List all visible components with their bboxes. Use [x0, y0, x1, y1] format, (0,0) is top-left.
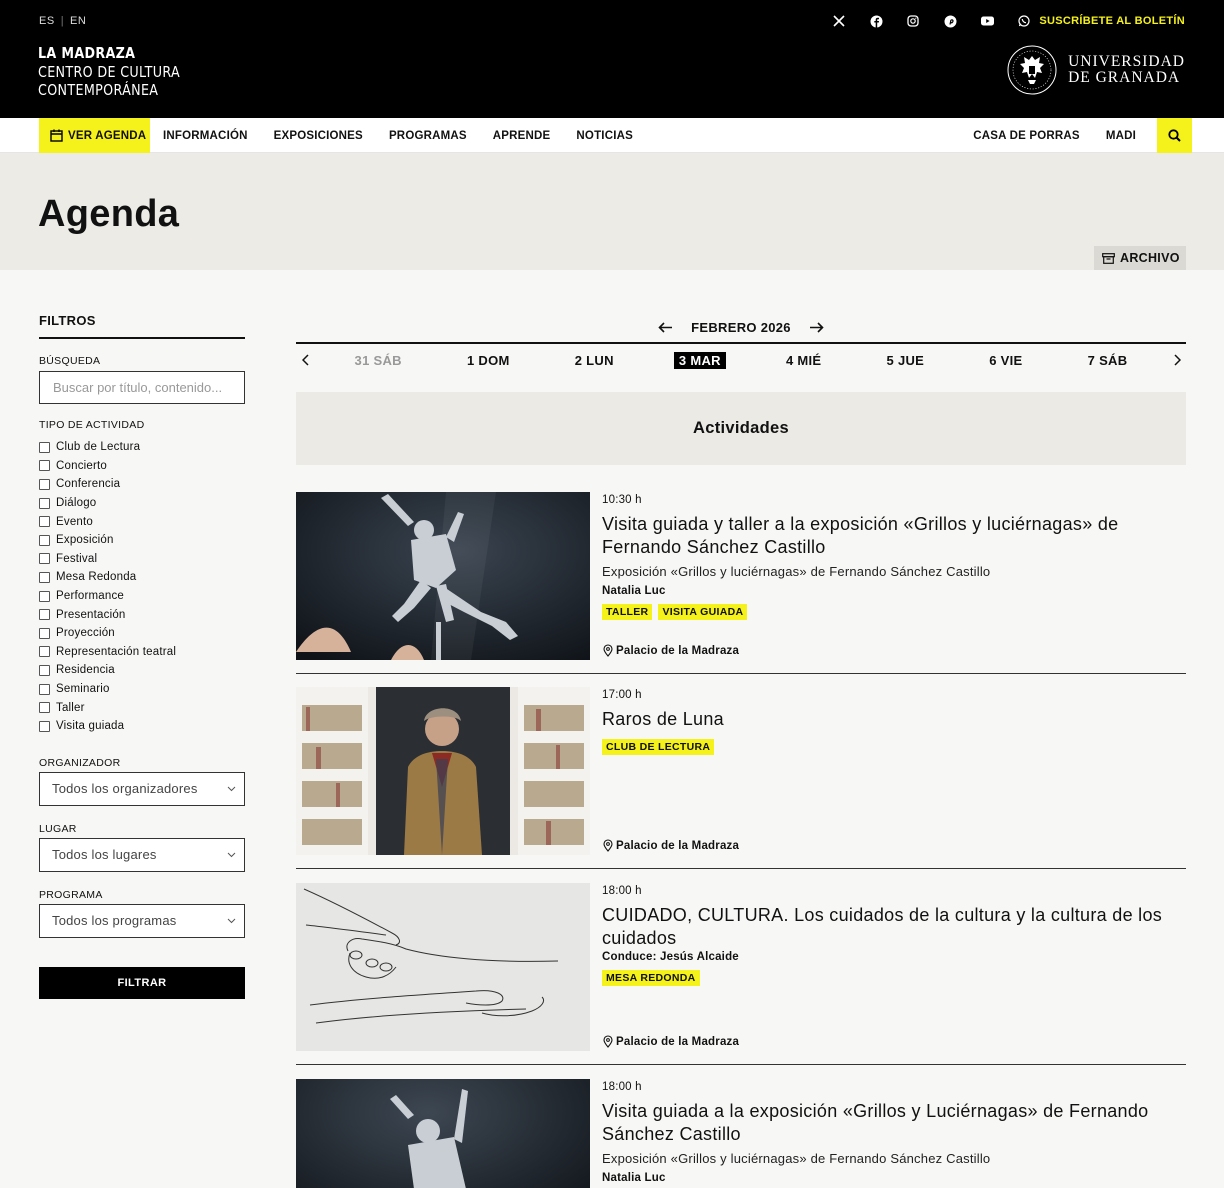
event-place-label: Palacio de la Madraza [616, 1035, 740, 1048]
event-place-label: Palacio de la Madraza [616, 644, 740, 657]
filters-title: FILTROS [39, 313, 245, 339]
current-month: FEBRERO 2026 [691, 319, 791, 335]
event-organizer: Natalia Luc [602, 1172, 666, 1184]
program-select[interactable] [39, 904, 245, 938]
lang-separator: | [60, 15, 65, 27]
day-tab[interactable]: 7 SÁB [1087, 352, 1128, 368]
checkbox[interactable] [39, 721, 50, 732]
nav-item-aprende[interactable]: APRENDE [492, 129, 551, 142]
activity-type-label: Residencia [56, 664, 115, 677]
event-title[interactable]: Visita guiada a la exposición «Grillos y Luciérnagas» de Fernando Sánchez Castillo [602, 1101, 1149, 1144]
activity-type-option[interactable] [39, 438, 245, 457]
activity-type-label: TIPO DE ACTIVIDAD [39, 419, 145, 431]
place-select-value: Todos los lugares [52, 847, 157, 862]
event-organizer: Conduce: Jesús Alcaide [602, 951, 739, 963]
university-line-2: DE GRANADA [1068, 69, 1181, 86]
event-card[interactable] [296, 687, 1186, 869]
site-header [0, 0, 1224, 118]
event-tag[interactable]: CLUB DE LECTURA [602, 739, 714, 755]
organizer-select-value: Todos los organizadores [52, 781, 198, 796]
activity-type-label: Taller [56, 701, 85, 714]
chevron-down-icon [227, 786, 236, 792]
activity-type-label: Evento [56, 515, 94, 528]
event-place [602, 644, 739, 657]
event-time: 10:30 h [602, 494, 642, 506]
checkbox[interactable] [39, 702, 50, 713]
activity-type-option[interactable] [39, 550, 245, 569]
language-switcher [39, 15, 86, 27]
activity-type-option[interactable] [39, 587, 245, 606]
event-subtitle: Exposición «Grillos y luciérnagas» de Fernando Sánchez Castillo [602, 1151, 991, 1166]
nav-item-noticias[interactable]: NOTICIAS [576, 129, 633, 142]
checkbox[interactable] [39, 535, 50, 546]
checkbox[interactable] [39, 609, 50, 620]
activity-type-option[interactable] [39, 680, 245, 699]
social-links [830, 12, 1033, 30]
activity-type-label: Exposición [56, 534, 114, 547]
checkbox[interactable] [39, 460, 50, 471]
location-pin-icon [602, 644, 614, 657]
newsletter-link[interactable]: SUSCRÍBETE AL BOLETÍN [1039, 15, 1185, 27]
event-place-label: Palacio de la Madraza [616, 839, 740, 852]
place-select[interactable] [39, 838, 245, 872]
checkbox[interactable] [39, 684, 50, 695]
archive-button[interactable] [1094, 246, 1186, 270]
event-card[interactable] [296, 492, 1186, 674]
event-image[interactable] [296, 687, 590, 855]
nav-item-casa-de-porras[interactable]: CASA DE PORRAS [973, 129, 1080, 142]
day-tab[interactable]: 4 MIÉ [785, 352, 822, 368]
activities-heading: Actividades [296, 392, 1186, 465]
page-header [0, 153, 1224, 270]
event-image[interactable] [296, 883, 590, 1051]
event-tag[interactable]: TALLER [602, 604, 652, 620]
event-tag[interactable]: VISITA GUIADA [658, 604, 747, 620]
month-navigator [296, 318, 1186, 336]
day-strip [296, 342, 1186, 376]
activity-type-option[interactable] [39, 568, 245, 587]
activity-type-list [39, 438, 245, 736]
lang-en[interactable]: EN [70, 15, 87, 27]
day-tab[interactable]: 1 DOM [466, 352, 510, 368]
activity-type-label: Conferencia [56, 478, 121, 491]
event-title[interactable]: Raros de Luna [602, 709, 724, 729]
university-line-1: UNIVERSIDAD [1068, 53, 1185, 70]
checkbox[interactable] [39, 553, 50, 564]
page-title: Agenda [38, 193, 180, 235]
event-image[interactable] [296, 492, 590, 660]
event-time: 18:00 h [602, 1081, 642, 1093]
chevron-left-icon [302, 354, 309, 366]
checkbox[interactable] [39, 572, 50, 583]
chevron-down-icon [227, 852, 236, 858]
event-organizer: Natalia Luc [602, 585, 666, 597]
activity-type-option[interactable] [39, 624, 245, 643]
program-label: PROGRAMA [39, 888, 103, 901]
event-card[interactable] [296, 883, 1186, 1065]
next-days-button[interactable] [1168, 354, 1186, 366]
arrow-right-icon[interactable] [809, 322, 824, 333]
activity-type-label: Seminario [56, 683, 110, 696]
filter-button[interactable]: FILTRAR [39, 967, 245, 999]
place-label: LUGAR [39, 822, 77, 835]
nav-item-programas[interactable]: PROGRAMAS [388, 129, 467, 142]
calendar-icon [50, 129, 63, 142]
activity-type-option[interactable] [39, 475, 245, 494]
checkbox[interactable] [39, 498, 50, 509]
nav-item-exposiciones[interactable]: EXPOSICIONES [273, 129, 363, 142]
day-tab[interactable]: 3 MAR [674, 352, 726, 369]
pinterest-icon[interactable] [941, 12, 959, 30]
activity-type-label: Visita guiada [56, 720, 125, 733]
day-tab[interactable]: 2 LUN [574, 352, 614, 368]
main-nav [0, 118, 1224, 153]
university-logo[interactable] [1006, 44, 1185, 96]
organizer-label: ORGANIZADOR [39, 756, 121, 769]
site-logo[interactable] [38, 44, 180, 100]
event-place [602, 1035, 739, 1048]
instagram-icon[interactable] [904, 12, 922, 30]
location-pin-icon [602, 1035, 614, 1048]
activity-type-label: Performance [56, 590, 125, 603]
lang-es[interactable]: ES [39, 15, 55, 27]
brand-line-3: CONTEMPORÁNEA [38, 81, 159, 99]
activity-type-option[interactable] [39, 717, 245, 736]
activity-type-option[interactable] [39, 457, 245, 476]
activity-type-option[interactable] [39, 605, 245, 624]
event-place [602, 839, 739, 852]
activity-type-label: Concierto [56, 459, 108, 472]
activity-type-label: Representación teatral [56, 645, 177, 658]
activity-type-label: Mesa Redonda [56, 571, 137, 584]
event-tag[interactable]: MESA REDONDA [602, 970, 700, 986]
checkbox[interactable] [39, 646, 50, 657]
checkbox[interactable] [39, 479, 50, 490]
activity-type-option[interactable] [39, 698, 245, 717]
event-time: 17:00 h [602, 689, 642, 701]
brand-line-1: LA MADRAZA [38, 44, 136, 62]
nav-item-madi[interactable]: MADI [1105, 129, 1136, 142]
activity-type-option[interactable] [39, 661, 245, 680]
checkbox[interactable] [39, 442, 50, 453]
day-tab[interactable]: 6 VIE [989, 352, 1023, 368]
filters-panel [39, 313, 245, 999]
activity-type-label: Festival [56, 552, 98, 565]
youtube-icon[interactable] [978, 12, 996, 30]
prev-days-button[interactable] [296, 354, 314, 366]
nav-agenda-button[interactable] [39, 118, 150, 153]
activity-type-option[interactable] [39, 512, 245, 531]
activity-type-option[interactable] [39, 494, 245, 513]
archive-icon [1102, 253, 1115, 264]
event-subtitle: Exposición «Grillos y luciérnagas» de Fernando Sánchez Castillo [602, 564, 991, 579]
university-seal-icon [1006, 44, 1058, 96]
facebook-icon[interactable] [867, 12, 885, 30]
checkbox[interactable] [39, 516, 50, 527]
chevron-down-icon [227, 918, 236, 924]
activity-type-option[interactable] [39, 643, 245, 662]
activity-type-option[interactable] [39, 531, 245, 550]
checkbox[interactable] [39, 628, 50, 639]
organizer-select[interactable] [39, 772, 245, 806]
checkbox[interactable] [39, 665, 50, 676]
day-tab[interactable]: 31 SÁB [354, 352, 402, 368]
activity-type-label: Proyección [56, 627, 115, 640]
event-card[interactable] [296, 1079, 1186, 1188]
arrow-left-icon[interactable] [658, 322, 673, 333]
program-select-value: Todos los programas [52, 913, 177, 928]
location-pin-icon [602, 839, 614, 852]
event-title[interactable]: Visita guiada y taller a la exposición «Grillos y luciérnagas» de Fernando Sánchez Castillo [602, 514, 1119, 557]
search-label: BÚSQUEDA [39, 355, 101, 367]
day-tab[interactable]: 5 JUE [886, 352, 925, 368]
activity-type-label: Diálogo [56, 497, 97, 510]
activity-type-label: Club de Lectura [56, 441, 141, 454]
event-image[interactable] [296, 1079, 590, 1188]
nav-item-informacion[interactable]: INFORMACIÓN [163, 129, 248, 142]
activity-type-label: Presentación [56, 608, 126, 621]
search-input[interactable] [39, 371, 245, 404]
chevron-right-icon [1174, 354, 1181, 366]
event-time: 18:00 h [602, 885, 642, 897]
whatsapp-icon[interactable] [1015, 12, 1033, 30]
brand-line-2: CENTRO DE CULTURA [38, 62, 181, 81]
event-title[interactable]: CUIDADO, CULTURA. Los cuidados de la cultura y la cultura de los cuidados [602, 905, 1163, 948]
checkbox[interactable] [39, 591, 50, 602]
x-icon[interactable] [830, 12, 848, 30]
search-icon [1168, 129, 1181, 142]
archive-label: ARCHIVO [1120, 251, 1180, 265]
nav-agenda-label: VER AGENDA [68, 129, 147, 142]
search-button[interactable] [1157, 118, 1192, 153]
